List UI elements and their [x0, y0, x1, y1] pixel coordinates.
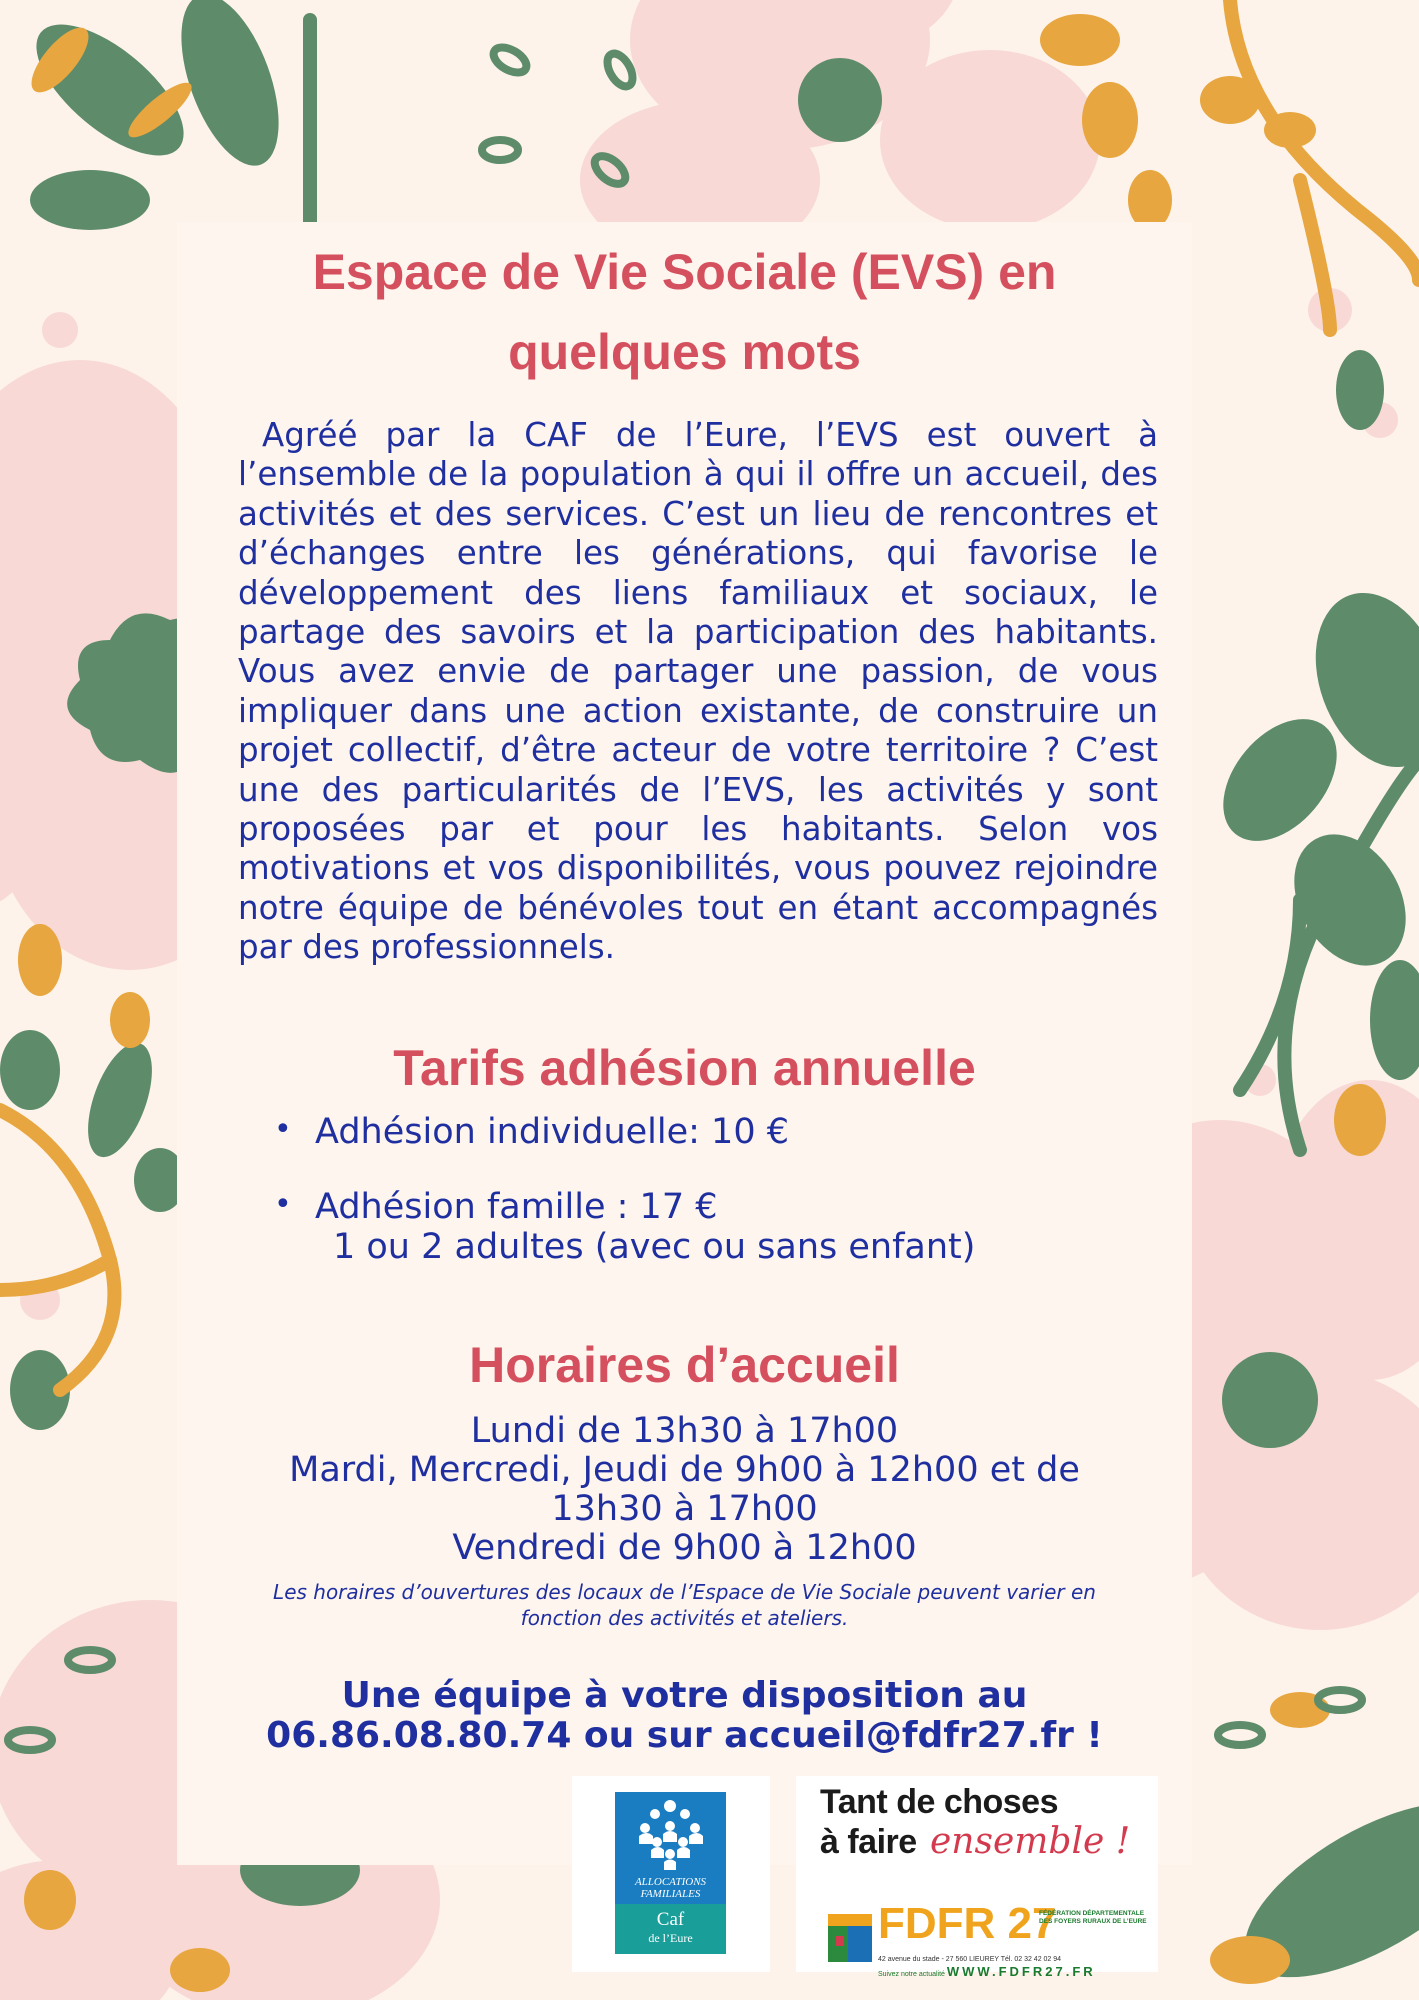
- tarif-text: Adhésion famille : 17 €: [315, 1187, 718, 1227]
- horaires-note: [177, 1579, 1192, 1631]
- contact-line1: Une équipe à votre disposition au: [341, 1675, 1028, 1716]
- caf-name: Caf: [656, 1909, 685, 1930]
- tarif-item-individuelle: [270, 1112, 975, 1152]
- horaire-line: Mardi, Mercredi, Jeudi de 9h00 à 12h00 et de: [289, 1450, 1080, 1490]
- contact-line2[interactable]: 06.86.08.80.74 ou sur accueil@fdfr27.fr !: [266, 1715, 1103, 1756]
- fdfr-name: FDFR 27: [878, 1899, 1057, 1948]
- horaires-list: [177, 1412, 1192, 1568]
- fdfr-tagline: FÉDÉRATION DÉPARTEMENTALE DES FOYERS RURAUX DE L’EURE: [1039, 1910, 1147, 1925]
- horaires-title: Horaires d’accueil: [469, 1337, 900, 1393]
- horaire-line: 13h30 à 17h00: [551, 1489, 818, 1529]
- fdfr-website[interactable]: [878, 1964, 1096, 1979]
- fdfr-emblem-icon: [828, 1914, 872, 1962]
- slogan-ensemble: ensemble !: [930, 1821, 1131, 1862]
- intro-title: [177, 232, 1192, 392]
- fdfr-follow: Suivez notre actualité: [878, 1971, 945, 1978]
- horaires-note-line2: fonction des activités et ateliers.: [520, 1606, 849, 1630]
- intro-title-line1: Espace de Vie Sociale (EVS) en: [312, 244, 1057, 300]
- bullet-icon: •: [274, 1112, 292, 1147]
- horaire-line: Lundi de 13h30 à 17h00: [470, 1411, 899, 1451]
- caf-logo: [572, 1776, 770, 1972]
- slogan-line1: Tant de choses: [820, 1783, 1058, 1821]
- intro-paragraph: Agréé par la CAF de l’Eure, l’EVS est ouvert à l’ensemble de la population à qui il offre un accueil, des activités et des services. C’est un lieu de rencontres et d’échanges entre les générations, qui favorise le développement des liens familiaux et sociaux, le partage des savoirs et la participation des habitants. Vous avez envie de partager une passion, de vous impliquer dans une action existante, de construire un projet collectif, d’être acteur de votre territoire ? C’est une des particularités de l’EVS, les activités y sont proposées par et pour les habitants. Selon vos motivations et vos disponibilités, vous pouvez rejoindre notre équipe de bénévoles tout en étant accompagnés par des professionnels.: [238, 416, 1158, 967]
- slogan-line2: à faire: [820, 1823, 917, 1861]
- fdfr-logo: [796, 1776, 1158, 1979]
- caf-sub: de l’Eure: [648, 1931, 693, 1945]
- fdfr-web-url[interactable]: WWW.FDFR27.FR: [946, 1964, 1096, 1979]
- family-figures-icon: [615, 1792, 726, 1872]
- tarif-item-famille: [270, 1187, 975, 1267]
- tarifs-list: [270, 1112, 975, 1302]
- horaire-line: Vendredi de 9h00 à 12h00: [452, 1528, 917, 1568]
- horaires-note-line1: Les horaires d’ouvertures des locaux de l’Espace de Vie Sociale peuvent varier en: [273, 1580, 1096, 1604]
- contact-block: [177, 1676, 1192, 1756]
- tarif-note: 1 ou 2 adultes (avec ou sans enfant): [333, 1227, 976, 1267]
- bullet-icon: •: [274, 1187, 292, 1222]
- caf-badge: [615, 1792, 726, 1954]
- fdfr-address: 42 avenue du stade - 27 560 LIEUREY Tél. 02 32 42 02 94: [878, 1956, 1062, 1963]
- caf-line2: FAMILIALES: [640, 1888, 701, 1900]
- caf-line1: ALLOCATIONS: [634, 1876, 707, 1888]
- tarif-text: Adhésion individuelle: 10 €: [315, 1112, 789, 1152]
- intro-title-line2: quelques mots: [508, 324, 861, 380]
- tarifs-title: Tarifs adhésion annuelle: [393, 1040, 976, 1096]
